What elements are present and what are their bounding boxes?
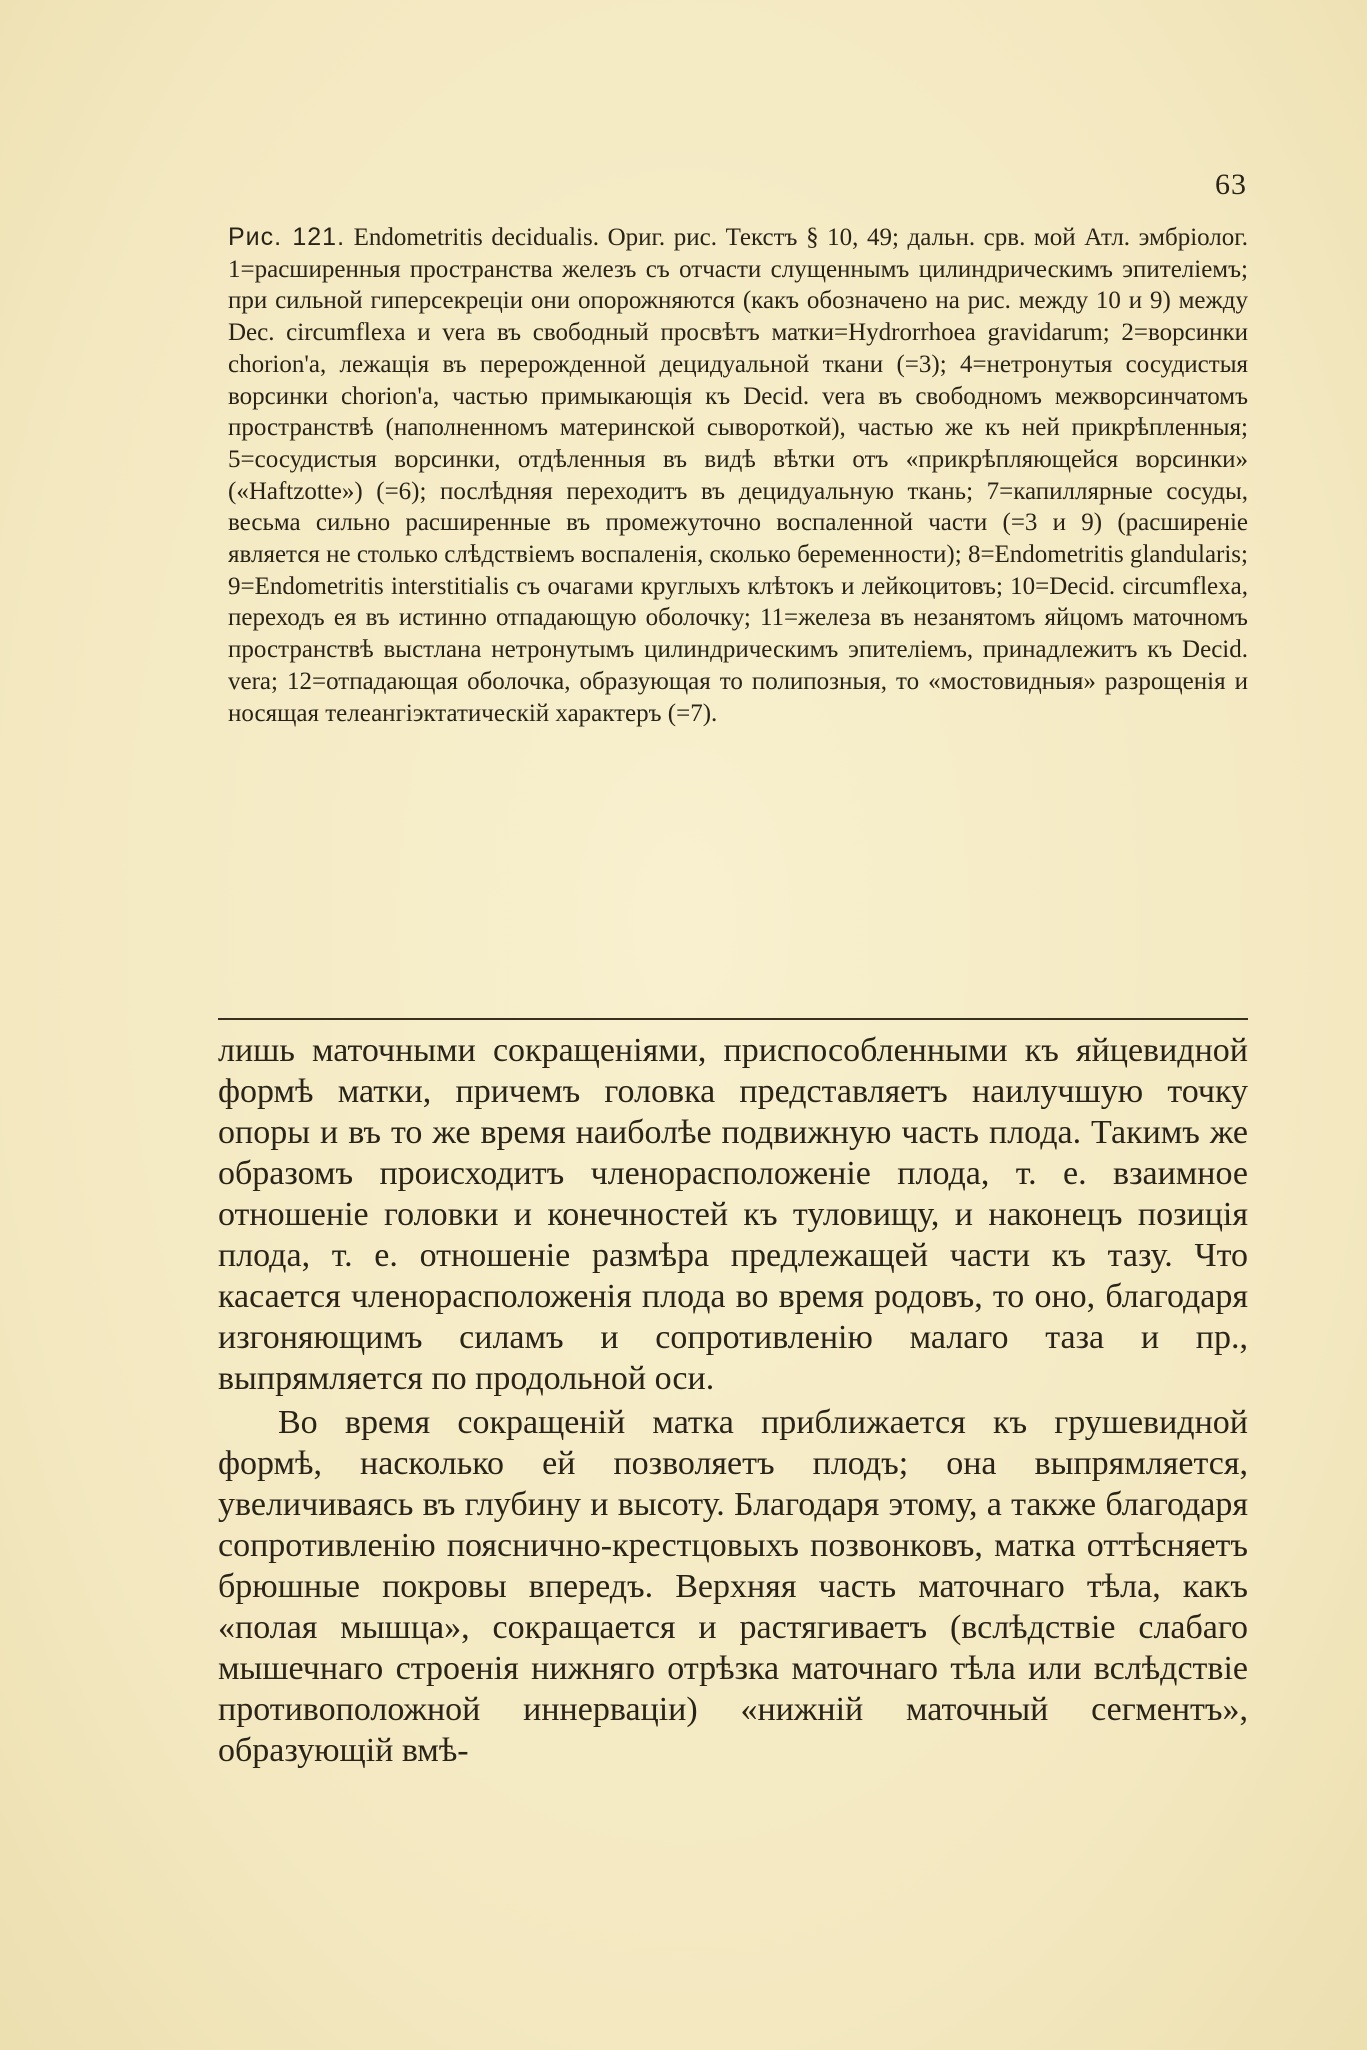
main-text [218, 1030, 1248, 1771]
caption-divider [218, 1018, 1248, 1020]
paragraph-2: Во время сокращеній матка приближается къ грушевидной формѣ, насколько ей позволяетъ плодъ; она выпрямляется, увеличиваясь въ глубину и высоту. Благодаря этому, а также благодаря сопротивленію пояснично-крестцовыхъ позвонковъ, матка оттѣсняетъ брюшные покровы впередъ. Верхняя часть маточнаго тѣла, какъ «полая мышца», сокращается и растягиваетъ (вслѣдствіе слабаго мышечнаго строенія нижняго отрѣзка маточнаго тѣла или вслѣдствіе противоположной иннерваціи) «нижній маточный сегментъ», образующій вмѣ- [218, 1404, 1248, 1769]
paragraph-1: лишь маточными сокращеніями, приспособленными къ яйцевидной формѣ матки, причемъ головка представляетъ наилучшую точку опоры и въ то же время наиболѣе подвижную часть плода. Такимъ же образомъ происходитъ членорасположеніе плода, т. е. взаимное отношеніе головки и конечностей къ туловищу, и наконецъ позиція плода, т. е. отношеніе размѣра предлежащей части къ тазу. Что касается членорасположенія плода во время родовъ, то оно, благодаря изгоняющимъ силамъ и сопротивленію малаго таза и пр., выпрямляется по продольной оси. [218, 1032, 1248, 1397]
page-number: 63 [1215, 168, 1247, 201]
figure-caption [228, 222, 1248, 729]
figure-label: Рис. 121. [228, 223, 346, 251]
figure-caption-text: Endometritis decidualis. Ориг. рис. Текстъ § 10, 49; дальн. срв. мой Атл. эмбріолог. 1=расширенныя пространства железъ съ отчасти слущеннымъ цилиндрическимъ эпителіемъ; при сильной гиперсекреціи они опорожняются (какъ обозначено на рис. между 10 и 9) между Dec. circumflexa и vera въ свободный просвѣтъ матки=Hydrorrhoea gravidarum; 2=ворсинки chorion'а, лежащія въ перерожденной децидуальной ткани (=3); 4=нетронутыя сосудистыя ворсинки chorion'а, частью примыкающія къ Decid. vera въ свободномъ межворсинчатомъ пространствѣ (наполненномъ материнской сывороткой), частью же къ ней прикрѣпленныя; 5=сосудистыя ворсинки, отдѣленныя въ видѣ вѣтки отъ «прикрѣпляющейся ворсинки» («Haftzotte») (=6); послѣдняя переходитъ въ децидуальную ткань; 7=капиллярные сосуды, весьма сильно расширенные въ промежуточно воспаленной части (=3 и 9) (расширеніе является не столько слѣдствіемъ воспаленія, сколько беременности); 8=Endometritis glandularis; 9=Endometritis interstitialis съ очагами круглыхъ клѣтокъ и лейкоцитовъ; 10=Decid. circumflexa, переходъ ея въ истинно отпадающую оболочку; 11=железа въ незанятомъ яйцомъ маточномъ пространствѣ выстлана нетронутымъ цилиндрическимъ эпителіемъ, принадлежитъ къ Decid. vera; 12=отпадающая оболочка, образующая то полипозныя, то «мостовидныя» разрощенія и носящая телеангіэктатическій характеръ (=7). [228, 224, 1248, 727]
